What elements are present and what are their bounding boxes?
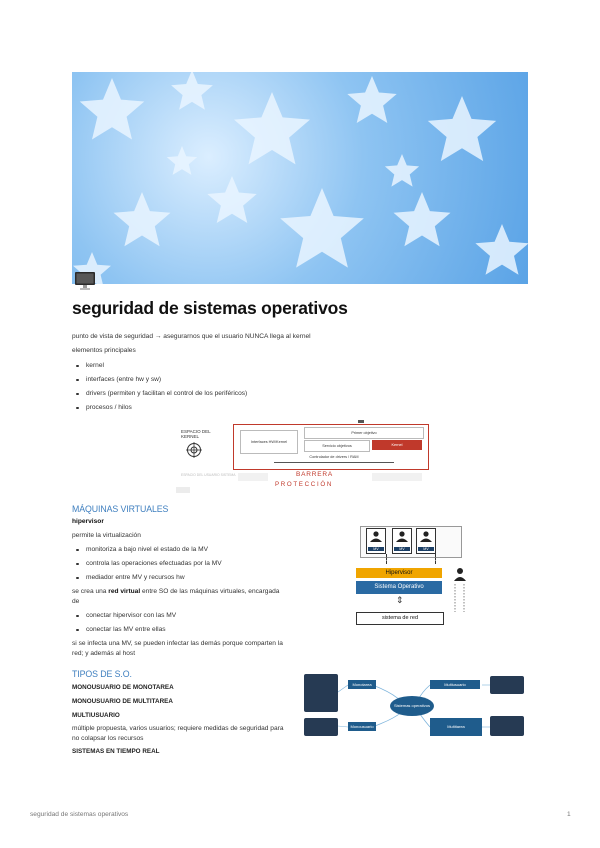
- list-item: controla las operaciones efectuadas por la MV: [78, 560, 214, 567]
- star-shape: [428, 96, 496, 161]
- text-line: si se infecta una MV, se pueden infectar las demás porque comparten la: [72, 640, 283, 647]
- os-type: SISTEMAS EN TIEMPO REAL: [72, 748, 160, 755]
- kernel-protection-figure: [176, 420, 428, 496]
- star-shape: [385, 154, 419, 187]
- double-arrow-icon: ⇕: [396, 595, 404, 605]
- cover-image: [72, 72, 528, 284]
- page-title: seguridad de sistemas operativos: [72, 298, 348, 318]
- mindmap-node: Monotarea: [348, 680, 376, 689]
- vm-label: MV: [368, 547, 384, 551]
- user-icon: [417, 530, 435, 542]
- figure-text: Controlador de drivers / RAM: [309, 455, 359, 459]
- text-line: no colapsar los recursos: [72, 735, 144, 742]
- star-shape: [347, 76, 396, 123]
- footer-title: seguridad de sistemas operativos: [30, 811, 129, 818]
- star-shape: [280, 188, 364, 268]
- section-heading-types: TIPOS DE S.O.: [72, 669, 132, 679]
- list-item: conectar hipervisor con las MV: [78, 612, 168, 619]
- text-line: red; y además al host: [72, 650, 136, 657]
- computer-monitor-icon: [74, 270, 96, 292]
- figure-label: KERNEL: [181, 434, 200, 439]
- list-item: interfaces (entre hw y sw): [78, 376, 153, 383]
- star-shape: [171, 72, 213, 110]
- mindmap-node: Monousuario: [348, 722, 376, 731]
- mindmap-node: Multitarea: [430, 718, 482, 736]
- figure-label: ESPACIO DEL USUARIO SISTEMA: [181, 473, 236, 477]
- kernel-space-frame: [233, 424, 429, 470]
- list-item: monitoriza a bajo nivel el estado de la MV: [78, 546, 200, 553]
- list-item: conectar las MV entre ellas: [78, 626, 158, 633]
- star-shape: [114, 192, 171, 246]
- star-shape: [394, 192, 451, 246]
- os-box: Sistema Operativo: [356, 581, 442, 594]
- stars-pattern: [72, 72, 528, 284]
- os-types-mindmap: [302, 672, 528, 742]
- text-line: permite la virtualización: [72, 532, 141, 539]
- section-heading-vm: MÁQUINAS VIRTUALES: [72, 504, 169, 514]
- user-icon: [367, 530, 385, 542]
- figure-box: Primer objetivo: [304, 427, 424, 439]
- list-item: procesos / hilos: [78, 404, 124, 411]
- text-line: se crea una red virtual entre SO de las máquinas virtuales, encargada: [72, 588, 280, 595]
- star-shape: [207, 176, 256, 223]
- target-icon: [186, 442, 202, 458]
- admin-user-icon: [452, 566, 468, 614]
- text-line: múltiple propuesta, varios usuarios; requiere medidas de seguridad para: [72, 725, 284, 732]
- figure-box: Servicio objetivos: [304, 440, 370, 452]
- star-shape: [234, 92, 310, 164]
- user-icon: [393, 530, 411, 542]
- vm-label: MV: [394, 547, 410, 551]
- os-type: MULTIUSUARIO: [72, 712, 120, 719]
- page-number: 1: [567, 811, 571, 818]
- hypervisor-figure: [352, 524, 470, 628]
- barrier-subtitle: P R O T E C C I Ó N: [275, 481, 332, 488]
- barrier-title: BARRERA: [296, 471, 334, 478]
- intro-line: elementos principales: [72, 347, 136, 354]
- hypervisor-box: Hipervisor: [356, 568, 442, 578]
- os-type: MONOUSUARIO DE MULTITAREA: [72, 698, 173, 705]
- os-type: MONOUSUARIO DE MONOTAREA: [72, 684, 174, 691]
- list-item: kernel: [78, 362, 96, 369]
- figure-label: ESPACIO DEL: [181, 429, 211, 434]
- text-line: de: [72, 598, 80, 605]
- kernel-box: Kernel: [372, 440, 422, 450]
- star-shape: [167, 146, 197, 175]
- star-shape: [80, 78, 145, 140]
- list-item: drivers (permiten y facilitan el control de los periféricos): [78, 390, 239, 397]
- figure-box: Interfaces HW/Kernel: [240, 430, 298, 454]
- vm-label: MV: [418, 547, 434, 551]
- mindmap-node: Multiusuario: [430, 680, 480, 689]
- list-item: mediador entre MV y recursos hw: [78, 574, 177, 581]
- star-shape: [475, 224, 528, 275]
- mindmap-center: Sistemas operativos: [390, 696, 434, 716]
- subheading: hipervisor: [72, 518, 104, 525]
- network-box: sistema de red: [356, 612, 444, 625]
- intro-line: punto de vista de seguridad → asegurarnos que el usuario NUNCA llega al kernel: [72, 333, 311, 340]
